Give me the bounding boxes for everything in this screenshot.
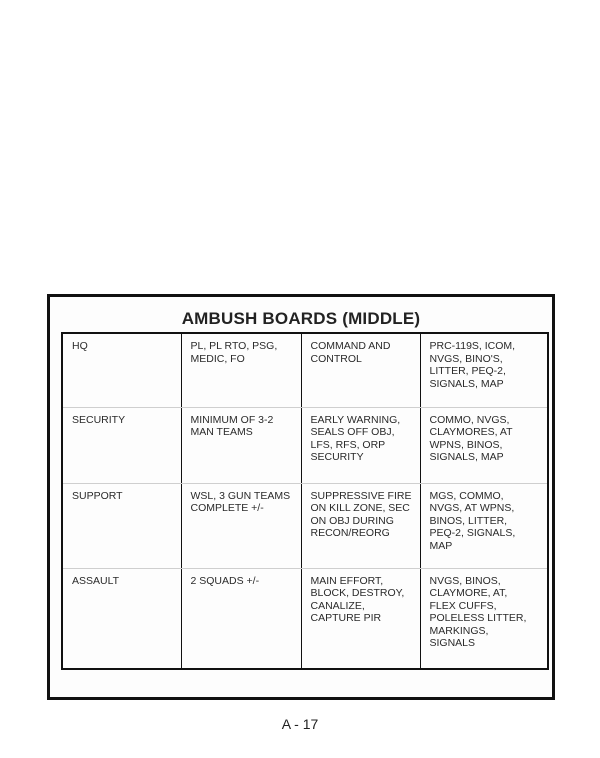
element-cell: SECURITY	[62, 407, 181, 483]
equipment-cell: PRC-119S, ICOM, NVGS, BINO'S, LITTER, PEQ-2, SIGNALS, MAP	[420, 333, 548, 407]
personnel-cell: MINIMUM OF 3-2 MAN TEAMS	[181, 407, 301, 483]
table-row	[62, 407, 548, 483]
task-cell: SUPPRESSIVE FIRE ON KILL ZONE, SEC ON OBJ DURING RECON/REORG	[301, 483, 420, 568]
table-row	[62, 333, 548, 407]
element-cell: HQ	[62, 333, 181, 407]
equipment-cell: NVGS, BINOS, CLAYMORE, AT, FLEX CUFFS, POLELESS LITTER, MARKINGS, SIGNALS	[420, 568, 548, 669]
personnel-cell: WSL, 3 GUN TEAMS COMPLETE +/-	[181, 483, 301, 568]
task-cell: COMMAND AND CONTROL	[301, 333, 420, 407]
element-cell: SUPPORT	[62, 483, 181, 568]
table-row	[62, 568, 548, 669]
ambush-boards-frame	[47, 294, 555, 700]
ambush-boards-title: AMBUSH BOARDS (MIDDLE)	[181, 309, 421, 328]
personnel-cell: PL, PL RTO, PSG, MEDIC, FO	[181, 333, 301, 407]
personnel-cell: 2 SQUADS +/-	[181, 568, 301, 669]
ambush-boards-table	[61, 332, 549, 670]
equipment-cell: MGS, COMMO, NVGS, AT WPNS, BINOS, LITTER, PEQ-2, SIGNALS, MAP	[420, 483, 548, 568]
page-number: A - 17	[281, 716, 319, 732]
equipment-cell: COMMO, NVGS, CLAYMORES, AT WPNS, BINOS, SIGNALS, MAP	[420, 407, 548, 483]
task-cell: EARLY WARNING, SEALS OFF OBJ, LFS, RFS, ORP SECURITY	[301, 407, 420, 483]
task-cell: MAIN EFFORT, BLOCK, DESTROY, CANALIZE, CAPTURE PIR	[301, 568, 420, 669]
element-cell: ASSAULT	[62, 568, 181, 669]
table-row	[62, 483, 548, 568]
